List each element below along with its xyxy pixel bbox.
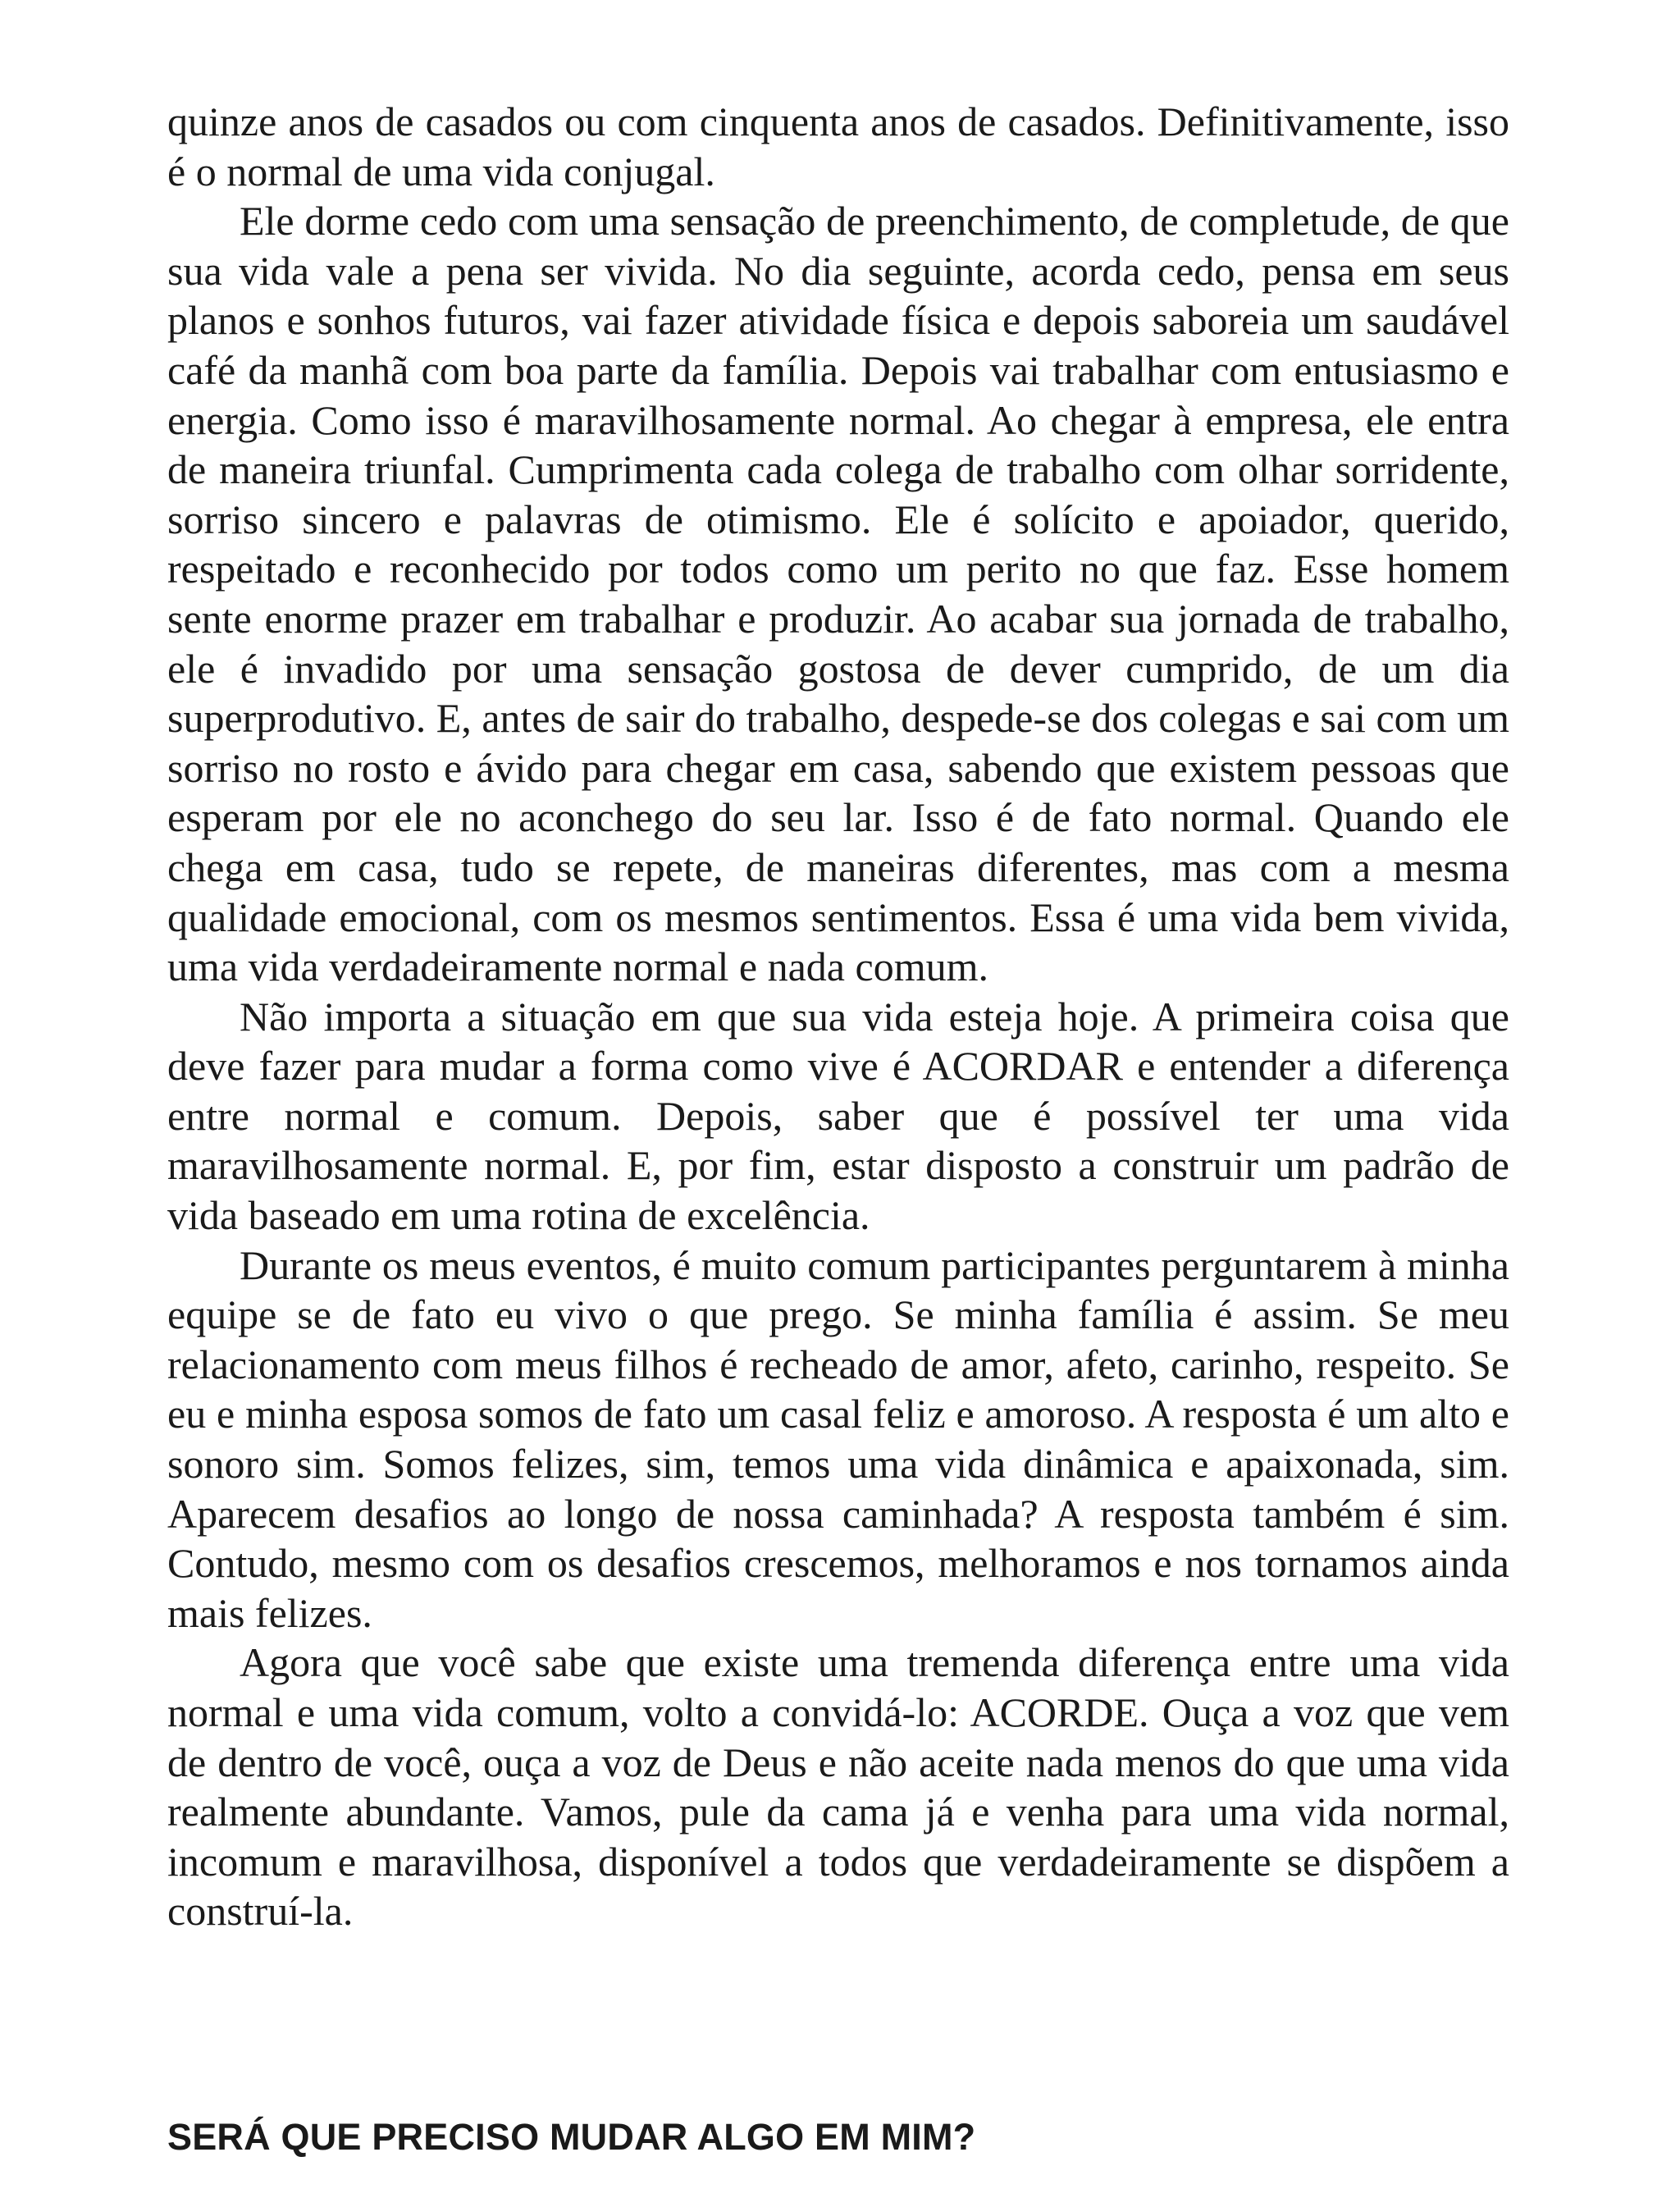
body-text <box>167 97 1509 1936</box>
paragraph: Durante os meus eventos, é muito comum participantes perguntarem à minha equipe se de fato eu vivo o que prego. Se minha família é assim. Se meu relacionamento com meus filhos é recheado de amor, afeto, carinho, respeito. Se eu e minha esposa somos de fato um casal feliz e amoroso. A resposta é um alto e sonoro sim. Somos felizes, sim, temos uma vida dinâmica e apaixonada, sim. Aparecem desafios ao longo de nossa caminhada? A resposta também é sim. Contudo, mesmo com os desafios crescemos, melhoramos e nos tornamos ainda mais felizes. <box>167 1241 1509 1636</box>
paragraph: Não importa a situação em que sua vida esteja hoje. A primeira coisa que deve fazer para mudar a forma como vive é ACORDAR e entender a diferença entre normal e comum. Depois, saber que é possível ter uma vida maravilhosamente normal. E, por fim, estar disposto a construir um padrão de vida baseado em uma rotina de excelência. <box>167 993 1509 1239</box>
paragraph: Ele dorme cedo com uma sensação de preenchimento, de completude, de que sua vida vale a pena ser vivida. No dia seguinte, acorda cedo, pensa em seus planos e sonhos futuros, vai fazer atividade física e depois saboreia um saudável café da manhã com boa parte da família. Depois vai trabalhar com entusiasmo e energia. Como isso é maravilhosamente normal. Ao chegar à empresa, ele entra de maneira triunfal. Cumprimenta cada colega de trabalho com olhar sorridente, sorriso sincero e palavras de otimismo. Ele é solícito e apoiador, querido, respeitado e reconhecido por todos como um perito no que faz. Esse homem sente enorme prazer em trabalhar e produzir. Ao acabar sua jornada de trabalho, ele é invadido por uma sensação gostosa de dever cumprido, de um dia superprodutivo. E, antes de sair do trabalho, despede-se dos colegas e sai com um sorriso no rosto e ávido para chegar em casa, sabendo que existem pessoas que esperam por ele no aconchego do seu lar. Isso é de fato normal. Quando ele chega em casa, tudo se repete, de maneiras diferentes, mas com a mesma qualidade emocional, com os mesmos sentimentos. Essa é uma vida bem vivida, uma vida verdadeiramente normal e nada comum. <box>167 198 1509 990</box>
paragraph-continued: quinze anos de casados ou com cinquenta anos de casados. Definitivamente, isso é o normal de uma vida conjugal. <box>167 98 1509 194</box>
paragraph: Agora que você sabe que existe uma tremenda diferença entre uma vida normal e uma vida comum, volto a convidá-lo: ACORDE. Ouça a voz que vem de dentro de você, ouça a voz de Deus e não aceite nada menos do que uma vida realmente abundante. Vamos, pule da cama já e venha para uma vida normal, incomum e maravilhosa, disponível a todos que verdadeiramente se dispõem a construí-la. <box>167 1639 1509 1935</box>
section-heading: SERÁ QUE PRECISO MUDAR ALGO EM MIM? <box>167 2116 976 2158</box>
